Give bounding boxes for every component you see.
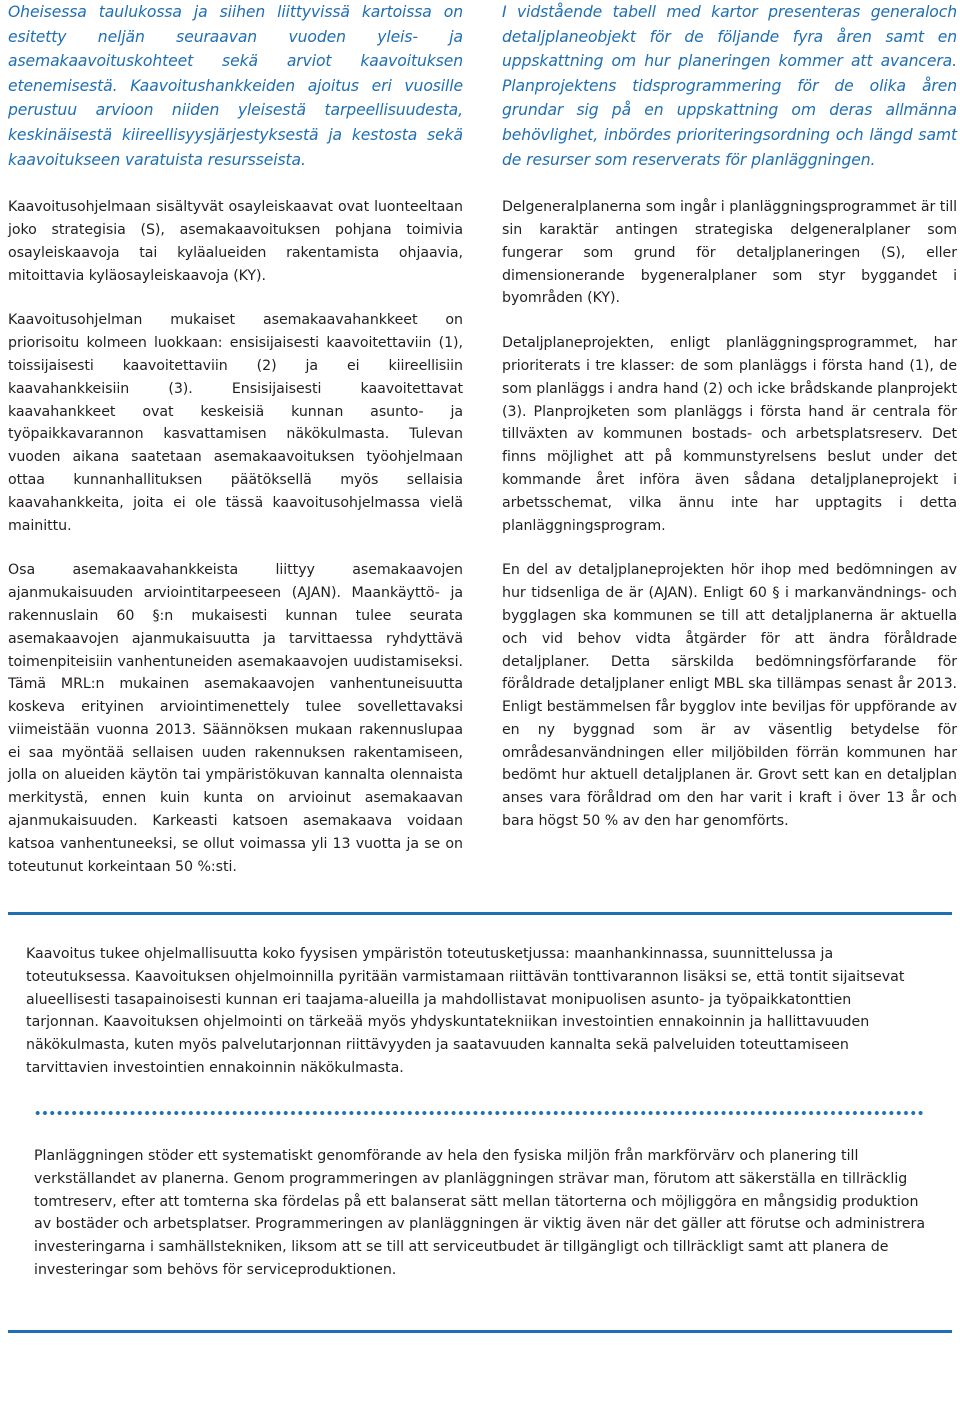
swedish-column <box>502 0 957 855</box>
summary-swedish-text: Planläggningen stöder ett systematiskt genomförande av hela den fysiska miljön från markförvärv och planering till verkställandet av planerna. Genom programmeringen av planläggningen strävar man, förutom att säkerställa en tillräcklig tomtreserv, efter att tomterna ska fördelas på ett balanserat sätt mellan tätorterna och möjliggöra en mångsidig produktion av bostäder och arbetsplatser. Programmeringen av planläggningen är viktig även när det gäller att förutse och administrera investeringarna i samhällstekniken, liksom att se till att serviceutbudet är tillgängligt och tillräckligt samt att planera de investeringar som behövs för serviceproduktionen. <box>34 1148 926 1278</box>
summary-box-bottom-rule <box>8 1330 952 1333</box>
finnish-paragraph-3: Osa asemakaavahankkeista liittyy asemakaavojen ajanmukaisuuden arviointitarpeeseen (AJAN). Maankäyttö- ja rakennuslain 60 §:n mukaisesti kunnan tulee seurata asemakaavojen ajanmukaisuutta ja tarvittaessa ryhdyttävä toimenpiteisiin vanhentuneiden asemakaavojen uudistamiseksi. Tämä MRL:n mukainen asemakaavojen vanhentuneisuutta koskeva erityinen arviointimenettely tulee sovellettavaksi viimeistään vuonna 2013. Säännöksen mukaan rakennuslupaa ei saa myöntää sellaisen uuden rakennuksen rakentamiseen, jolla on alueiden käytön tai ympäristökuvan kannalta olennaista merkitystä, ennen kuin kunta on arvioinut asemakaavan ajanmukaisuuden. Karkeasti katsoen asemakaava voidaan katsoa vanhentuneeksi, se ollut voimassa yli 13 vuotta ja se on toteutunut korkeintaan 50 %:sti. <box>8 562 463 875</box>
dotted-divider <box>34 1110 924 1116</box>
swedish-paragraph-3: En del av detaljplaneprojekten hör ihop med bedömningen av hur tidsenliga de är (AJAN). Enligt 60 § i markanvändnings- och bygglagen ska kommunen se till att detaljplanerna är aktuella och vid behov vidta åtgärder för att ändra föråldrade detaljplaner. Detta särskilda bedömningsförfarande för föråldrade detaljplaner enligt MBL ska tillämpas senast år 2013. Enligt bestämmelsen får bygglov inte beviljas för uppförande av en ny byggnad som är av väsentlig betydelse för områdesanvändningen eller miljöbilden förrän kommunen har bedömt hur aktuell detaljplanen är. Grovt sett kan en detaljplan anses vara föråldrad om den har varit i kraft i över 13 år och bara högst 50 % av den har genomförts. <box>502 562 957 830</box>
swedish-paragraph-2: Detaljplaneprojekten, enligt planläggningsprogrammet, har prioriterats i tre klasser: de som planläggs i första hand (1), de som planläggs i andra hand (2) och icke brådskande planprojekt (3). Planprojketen som planläggs i första hand är centrala för tillväxten av kommunen bostads- och arbetsplatsreserv. Det finns möjlighet att på kommunstyrelsens beslut under det kommande året införa även sådana detaljplaneprojekt i arbetsschemat, vilka ännu inte har upptagits i detta planläggningsprogram. <box>502 335 957 534</box>
swedish-intro: I vidstående tabell med kartor presenteras generaloch detaljplaneobjekt för de följande fyra åren samt en uppskattning om hur planeringen kommer att avancera. Planprojektens tidsprogrammering för de olika åren grundar sig på en uppskattning om deras allmänna behövlighet, inbördes prioriteringsordning och längd samt de resurser som reserverats för planläggningen. <box>502 3 957 169</box>
finnish-paragraph-2: Kaavoitusohjelman mukaiset asemakaavahankkeet on priorisoitu kolmeen luokkaan: ensisijaisesti kaavoitettaviin (1), toissijaisesti kaavoitettaviin (2) ja ei kiireellisiin kaavahankkeisiin (3). Ensisijaisesti kaavoitettavat kaavahankkeet ovat keskeisiä kunnan asunto- ja työpaikkavarannon kasvattamisen näkökulmasta. Tulevan vuoden aikana saatetaan asemakaavoituksen työohjelmaan ottaa kunnanhallituksen päätöksellä myös sellaisia kaavahankkeita, joita ei ole tässä kaavoitusohjelmassa vielä mainittu. <box>8 312 463 534</box>
summary-finnish-text: Kaavoitus tukee ohjelmallisuutta koko fyysisen ympäristön toteutusketjussa: maanhankinnassa, suunnittelussa ja toteutuksessa. Kaavoituksen ohjelmoinnilla pyritään varmistamaan riittävän tonttivarannon lisäksi se, että tontit sijaitsevat alueellisesti tasapainoisesti kunnan eri taajama-alueilla ja mahdollistavat monipuolisen asunto- ja työpaikkatonttien tarjonnan. Kaavoituksen ohjelmointi on tärkeää myös yhdyskuntatekniikan investointien ennakoinnin ja hallittavuuden näkökulmasta, kuten myös palvelutarjonnan riittävyyden ja saatavuuden kannalta sekä palveluiden toteuttamiseen tarvittavien investointien ennakoinnin näkökulmasta. <box>26 946 905 1076</box>
finnish-paragraph-1: Kaavoitusohjelmaan sisältyvät osayleiskaavat ovat luonteeltaan joko strategisia (S), asemakaavoituksen pohjana toimivia osayleiskaavoja tai kyläalueiden rakentamista ohjaavia, mitoittavia kyläosayleiskaavoja (KY). <box>8 199 463 284</box>
finnish-intro: Oheisessa taulukossa ja siihen liittyvissä kartoissa on esitetty neljän seuraavan vuoden yleis- ja asemakaavoituskohteet sekä arviot kaavoituksen etenemisestä. Kaavoitushankkeiden ajoitus eri vuosille perustuu arvioon niiden yleisestä tarpeellisuudesta, keskinäisestä kiireellisyysjärjestyksestä ja kestosta sekä kaavoitukseen varatuista resursseista. <box>8 3 463 169</box>
swedish-paragraph-1: Delgeneralplanerna som ingår i planläggningsprogrammet är till sin karaktär antingen strategiska delgeneralplaner som fungerar som grund för detaljplaneringen (S), eller dimensionerande bygeneralplaner som styr byggandet i byområden (KY). <box>502 199 957 307</box>
finnish-column <box>8 0 463 900</box>
